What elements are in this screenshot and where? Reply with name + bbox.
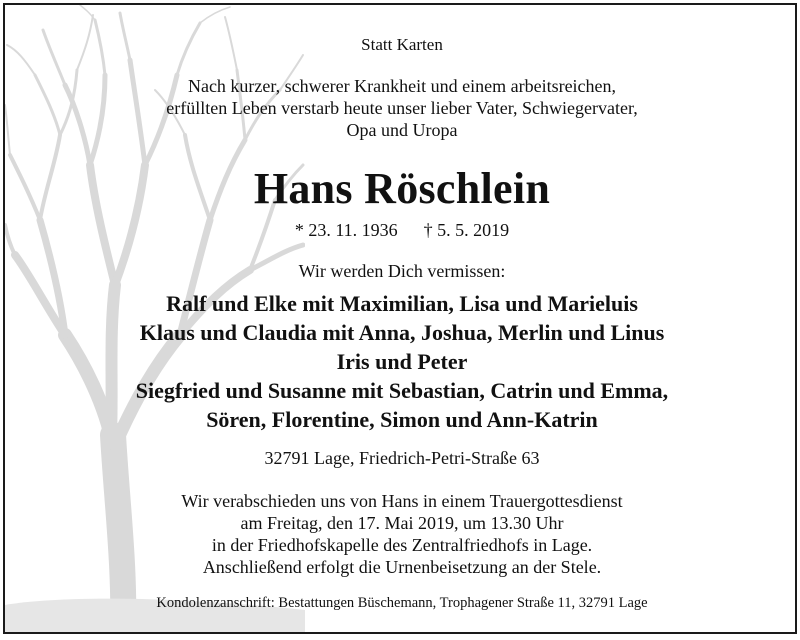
header-statt-karten: Statt Karten xyxy=(361,35,443,54)
family-line-4: Siegfried und Susanne mit Sebastian, Catrin und Emma, xyxy=(135,378,669,403)
miss-line: Wir werden Dich vermissen: xyxy=(298,261,506,281)
family-line-2: Klaus und Claudia mit Anna, Joshua, Merlin und Linus xyxy=(139,320,665,345)
service-line-4: Anschließend erfolgt die Urnenbeisetzung an der Stele. xyxy=(202,557,602,577)
birth-date: * 23. 11. 1936 xyxy=(294,220,398,240)
service-line-3: in der Friedhofskapelle des Zentralfriedhofs in Lage. xyxy=(211,535,593,555)
intro-line-3: Opa und Uropa xyxy=(346,120,458,140)
service-line-1: Wir verabschieden uns von Hans in einem Trauergottesdienst xyxy=(181,491,623,511)
life-dates xyxy=(5,220,797,241)
deceased-name: Hans Röschlein xyxy=(253,164,551,213)
family-line-5: Sören, Florentine, Simon und Ann-Katrin xyxy=(206,407,598,432)
obituary-notice xyxy=(3,3,797,634)
family-line-1: Ralf und Elke mit Maximilian, Lisa und Marieluis xyxy=(166,291,638,316)
death-date: † 5. 5. 2019 xyxy=(423,220,510,240)
intro-line-1: Nach kurzer, schwerer Krankheit und einem arbeitsreichen, xyxy=(187,76,617,96)
intro-line-2: erfüllten Leben verstarb heute unser lieber Vater, Schwiegervater, xyxy=(166,98,638,118)
condolence-address: Kondolenzanschrift: Bestattungen Büschemann, Trophagener Straße 11, 32791 Lage xyxy=(156,595,648,611)
address: 32791 Lage, Friedrich-Petri-Straße 63 xyxy=(264,448,540,468)
service-line-2: am Freitag, den 17. Mai 2019, um 13.30 Uhr xyxy=(240,513,564,533)
family-line-3: Iris und Peter xyxy=(336,349,468,374)
